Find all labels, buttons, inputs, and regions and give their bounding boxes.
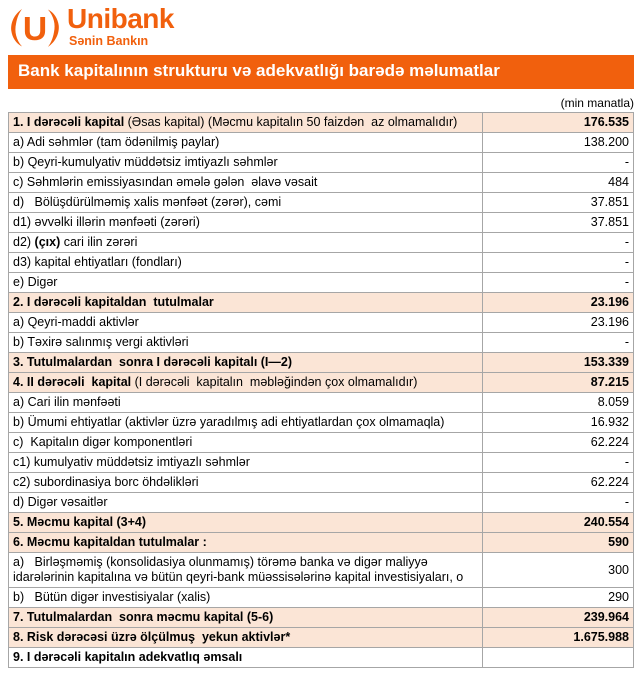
table-row [9,193,634,213]
row-label: 4. II dərəcəli kapital (I dərəcəli kapitalın məbləğindən çox olmamalıdır) [9,373,483,393]
row-value: 23.196 [483,313,634,333]
table-row [9,648,634,668]
row-label: 8. Risk dərəcəsi üzrə ölçülmuş yekun aktivlər* [9,628,483,648]
row-value: 138.200 [483,133,634,153]
brand-tagline: Sənin Bankın [69,34,149,48]
row-value: 37.851 [483,193,634,213]
row-label: d) Bölüşdürülməmiş xalis mənfəət (zərər), cəmi [9,193,483,213]
table-row [9,588,634,608]
row-label: c) Kapitalın digər komponentləri [9,433,483,453]
row-value: 87.215 [483,373,634,393]
row-label: 1. I dərəcəli kapital (Əsas kapital) (Məcmu kapitalın 50 faizdən az olmamalıdır) [9,113,483,133]
row-label: c) Səhmlərin emissiyasından əmələ gələn əlavə vəsait [9,173,483,193]
brand-header [10,5,642,52]
brand-name: Unibank [67,3,174,34]
row-value: - [483,153,634,173]
table-row [9,393,634,413]
table-body [9,113,634,668]
table-row [9,273,634,293]
table-row [9,113,634,133]
row-value: - [483,453,634,473]
row-value: - [483,233,634,253]
row-label: 9. I dərəcəli kapitalın adekvatlıq əmsalı [9,648,483,668]
table-row [9,293,634,313]
row-value: 153.339 [483,353,634,373]
unit-note: (min manatla) [560,96,634,110]
table-row [9,333,634,353]
row-label: d1) əvvəlki illərin mənfəəti (zərəri) [9,213,483,233]
row-label: c1) kumulyativ müddətsiz imtiyazlı səhmlər [9,453,483,473]
row-label: e) Digər [9,273,483,293]
row-value: 300 [483,553,634,588]
row-value: - [483,493,634,513]
row-value: 239.964 [483,608,634,628]
table-row [9,313,634,333]
row-label: b) Təxirə salınmış vergi aktivləri [9,333,483,353]
row-value: 240.554 [483,513,634,533]
page-title: Bank kapitalının strukturu və adekvatlığı barədə məlumatlar [8,55,634,89]
table-row [9,533,634,553]
table-row [9,133,634,153]
table-row [9,173,634,193]
table-row [9,373,634,393]
row-value: 62.224 [483,473,634,493]
table-row [9,453,634,473]
row-value: 62.224 [483,433,634,453]
svg-text:U: U [22,11,48,49]
row-value: 590 [483,533,634,553]
row-value: 176.535 [483,113,634,133]
row-value: 8.059 [483,393,634,413]
capital-structure-table [8,112,634,668]
row-value: - [483,273,634,293]
row-label: 3. Tutulmalardan sonra I dərəcəli kapitalı (I—2) [9,353,483,373]
table-row [9,493,634,513]
table-row [9,608,634,628]
table-row [9,413,634,433]
table-row [9,233,634,253]
row-value: - [483,333,634,353]
row-label: d2) (çıx) cari ilin zərəri [9,233,483,253]
row-value: 484 [483,173,634,193]
row-value: - [483,253,634,273]
row-label: b) Qeyri-kumulyativ müddətsiz imtiyazlı səhmlər [9,153,483,173]
row-label: 2. I dərəcəli kapitaldan tutulmalar [9,293,483,313]
row-value: 37.851 [483,213,634,233]
row-label: b) Bütün digər investisiyalar (xalis) [9,588,483,608]
row-label: c2) subordinasiya borc öhdəlikləri [9,473,483,493]
unibank-logo-icon [10,6,60,55]
row-label: a) Birləşməmiş (konsolidasiya olunmamış) törəmə banka və digər maliyyə idarələrinin kapitalına və bütün qeyri-bank müəssisələrinə kapital investisiyaları, o [9,553,483,588]
brand-text [67,5,174,48]
row-label: b) Ümumi ehtiyatlar (aktivlər üzrə yaradılmış adi ehtiyatlardan çox olmamaqla) [9,413,483,433]
table-row [9,433,634,453]
table-row [9,153,634,173]
table-row [9,628,634,648]
table-row [9,513,634,533]
table-row [9,213,634,233]
table-row [9,253,634,273]
row-label: d3) kapital ehtiyatları (fondları) [9,253,483,273]
table-row [9,353,634,373]
table-row [9,553,634,588]
row-label: 7. Tutulmalardan sonra məcmu kapital (5-6) [9,608,483,628]
row-label: a) Cari ilin mənfəəti [9,393,483,413]
row-value [483,648,634,668]
table-row [9,473,634,493]
row-label: a) Adi səhmlər (tam ödənilmiş paylar) [9,133,483,153]
row-value: 23.196 [483,293,634,313]
row-value: 1.675.988 [483,628,634,648]
row-label: 6. Məcmu kapitaldan tutulmalar : [9,533,483,553]
row-label: d) Digər vəsaitlər [9,493,483,513]
row-label: 5. Məcmu kapital (3+4) [9,513,483,533]
row-label: a) Qeyri-maddi aktivlər [9,313,483,333]
row-value: 16.932 [483,413,634,433]
row-value: 290 [483,588,634,608]
